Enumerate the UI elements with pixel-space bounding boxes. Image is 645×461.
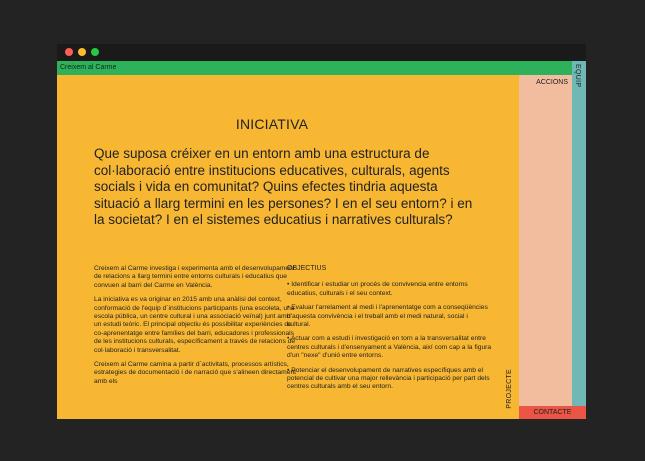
objectives-title: OBJECTIUS [287,265,327,272]
nav-contacte-button[interactable] [519,406,586,419]
nav-projecte-label[interactable]: PROJECTE [506,369,513,409]
description-column [94,265,299,392]
objective-item: • Actuar com a estudi i investigació en torn a la transversalitat entre centres culturals i d'ensenyament a València, així com cap a la figura d'un "nexe" d'unió entre entorns. [287,335,492,360]
browser-window [57,44,586,419]
objective-item: • Evaluar l'arrelament al medi i l'aprenentatge com a conseqüències d'aquesta convivència i el treball amb el medi natural, social i cultural. [287,304,488,329]
site-title-bar[interactable] [57,61,572,75]
intro-question: Que suposa créixer en un entorn amb una estructura de col·laboració entre institucions educatives, culturals, agents socials i vida en comunitat? Quins efectes tindria aquesta situació a llarg termini en les persones? I en el seu entorn? i en la societat? I en el sistemes educatius i narratives culturals? [94,146,473,227]
nav-accions-label[interactable]: ACCIONS [536,79,568,86]
description-paragraph: Creixem al Carme camina a partir d´activitats, processos artístics, estrategies de documentació i de narració que s'alineen directament amb els [94,361,297,385]
nav-panel-accions[interactable] [519,75,572,419]
page-title: INICIATIVA [235,116,309,132]
close-window-button[interactable] [65,48,73,56]
minimize-window-button[interactable] [78,48,86,56]
description-paragraph: Creixem al Carme investiga i experimenta amb el desenvolupament de relacions a llarg termini entre entorns culturals i educatius que convuen al barri del Carme en València. [94,265,295,289]
main-content [57,75,519,419]
maximize-window-button[interactable] [91,48,99,56]
window-controls [65,48,99,56]
objectives-column [287,265,492,398]
objective-item: • Potenciar el desenvolupament de narratives específiques amb el potencial de cultivar una major rellevància i participació per part dels centres culturals amb el seu entorn. [287,366,490,391]
nav-panel-equip[interactable] [572,61,586,419]
description-paragraph: La iniciativa es va originar en 2015 amb una anàlisi del context, conformació de l'equip d´institucions participants (una escoleta, una escola pública, un centre cultural i una associació veïnal) junt amb un estudi teòric. El principal objectiu és possibilitar experiències de co-aprenentatge entre famílies del barri, educadores i professionals de les institucions culturals, específicament a través de relacions de col·laboració i transversalitat. [94,296,296,354]
nav-contacte-label[interactable]: CONTACTE [533,409,572,416]
site-title[interactable]: Creixem al Carme [60,64,117,71]
objective-item: • Identificar i estudiar un procés de convivencia entre entorns educatius, culturals i el seu context. [287,281,468,297]
nav-equip-label[interactable]: EQUIP [574,64,581,88]
